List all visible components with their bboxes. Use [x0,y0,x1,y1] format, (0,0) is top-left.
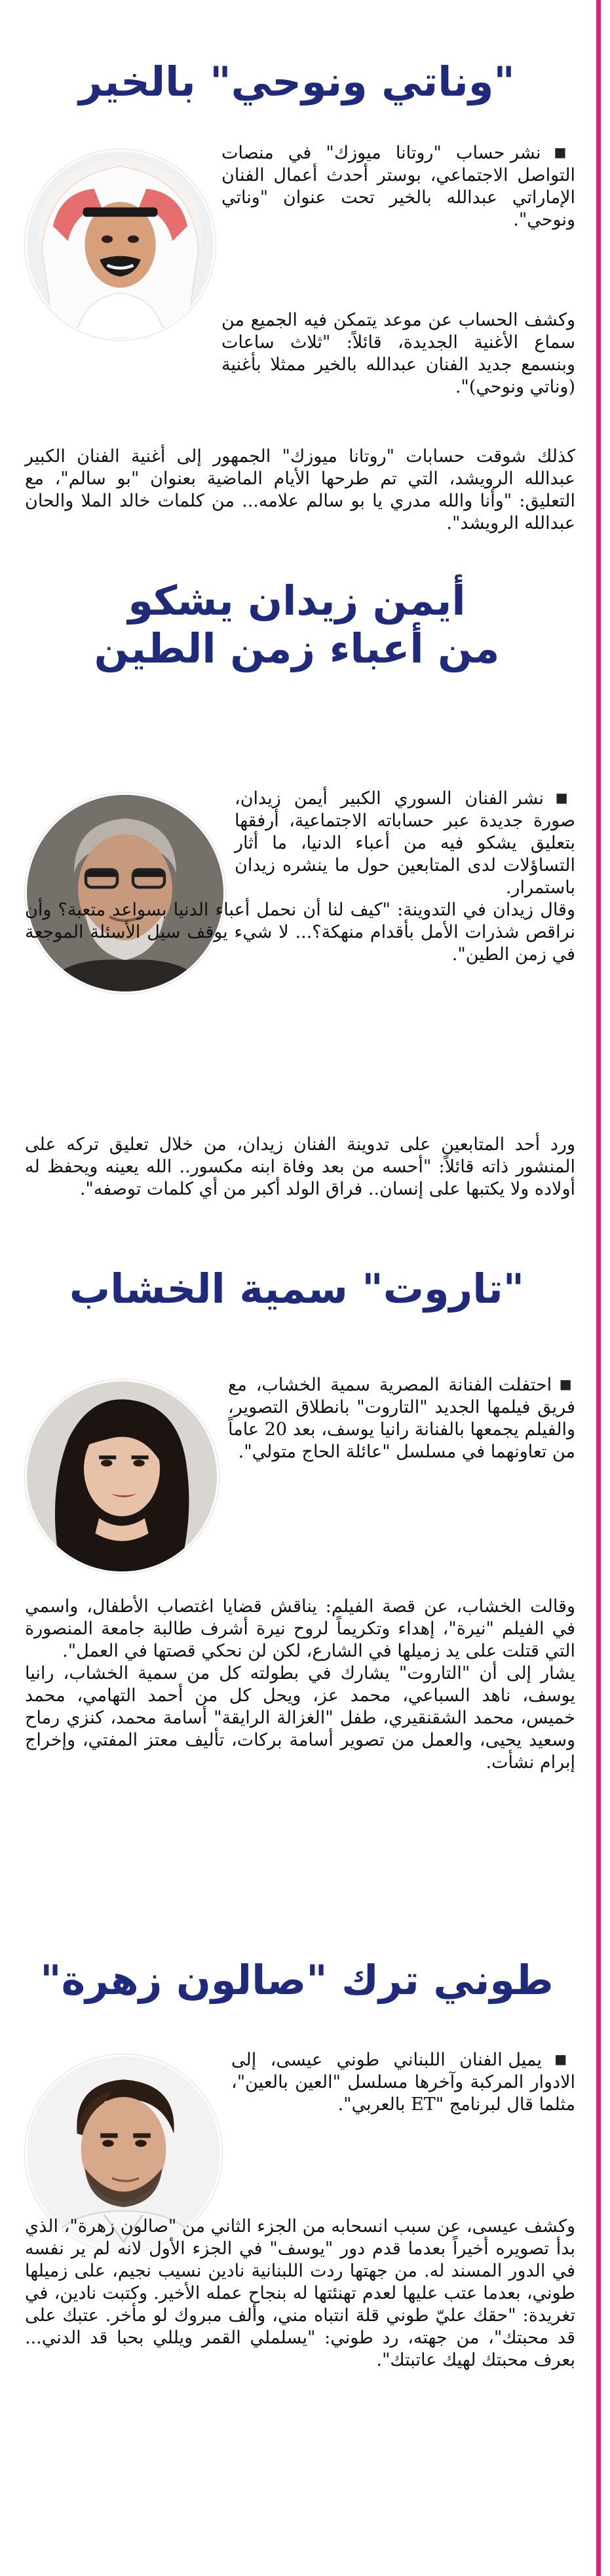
article-body-continued [221,309,575,398]
paragraph: وكشف الحساب عن موعد يتمكن فيه الجميع من سماع الأغنية الجديدة، قائلاً: "ثلاث ساعات وبنسمع جديد الفنان عبدالله بالخير ممثلا بأغنية (وناتي ونوحي)". [221,310,575,397]
paragraph: ■ نشر حساب "روتانا ميوزك" في منصات التواصل الاجتماعي، بوستر أحدث أعمال الفنان الإماراتي عبدالله بالخير تحت عنوان "وناتي ونوحي". [221,141,575,231]
paragraph: ■ احتفلت الفنانة المصرية سمية الخشاب، مع فريق فيلمها الجديد "التاروت" بانطلاق التصوير، والفيلم يجمعها بالفنانة رانيا يوسف، بعد 20 عاماً من تعاونهما في مسلسل "عائلة الحاج متولي". [228,1373,575,1463]
portrait-photo [25,149,216,340]
article-somaya-elkhashab [5,1265,588,1933]
actress-portrait-image [27,1381,217,1571]
paragraph: وقالت الخشاب، عن قصة الفيلم: يناقش قضايا اغتصاب الأطفال، واسمي في الفيلم "نيرة"، إهداء وتكريماً لروح نيرة أشرف طالبة جامعة المنصورة التي قتلت على يد زميلها في الشارع، لكن لن نحكي قصتها في العمل". [25,1596,575,1661]
headline-line: أيمن زيدان يشكو [128,577,466,625]
article-headline: "تاروت" سمية الخشاب [69,1265,525,1313]
article-body-full-width [25,446,575,535]
article-body-full-width [25,1134,575,1201]
article-body [221,141,575,231]
paragraph: وقال زيدان في التدوينة: "كيف لنا أن نحمل أعباء الدنيا بسواعد متعبة؟ وأن نراقص شذرات الأمل بأقدام منهكة؟... لا شيء يوقف سيل الأسئلة الموجعة في زمن الطين". [25,900,575,965]
paragraph: كذلك شوقت حسابات "روتانا ميوزك" الجمهور إلى أغنية الفنان الكبير عبدالله الرويشد، التي تم طرحها الأيام الماضية بعنوان "بو سالم"، مع التعليق: "وأنا والله مدري يا بو سالم علامه... من كلمات خالد الملا والحان عبدالله الرويشد". [25,446,575,533]
newspaper-page [5,0,588,2576]
paragraph: ■ يميل الفنان اللبناني طوني عيسى، إلى الادوار المركبة وآخرها مسلسل "العين بالعين"، مثلما قال لبرنامج "ET بالعربي". [231,2048,575,2116]
paragraph: ورد أحد المتابعين على تدوينة الفنان زيدان، من خلال تعليق تركه على المنشور ذاته قائلاً: "أحسه من بعد وفاة ابنه مكسور.. الله يعينه ويحفظ له أولاده ولا يكتبها على إنسان.. فراق الولد أكبر من أي كلمات توصفه". [25,1134,575,1199]
article-balkhair [5,0,588,596]
paragraph: وكشف عيسى، عن سبب انسحابه من الجزء الثاني من "صالون زهرة"، الذي بدأ تصويره أخيراً بعدما قدم دور "يوسف" في الجزء الأول لانه لم ير نفسه في الدور المسند له. من جهتها ردت اللبنانية نادين نسيب نجيم، على زميلها طوني، بعدما عتب عليها لعدم تهنئتها له بنجاح عمله الأخير. وكتبت نادين، في تغريدة: "حقك عليّ طوني قلة انتباه مني، وألف مبروك لو مأخر. عتبك على قد محبتك"، من جهته، رد طوني: "يسلملي القمر ويللي بحبا قد الدني... بعرف محبتك لهيك عاتبتك". [25,2216,575,2370]
article-body-full-width [25,2216,575,2372]
article-body-full-width [25,1596,575,1774]
paragraph: يشار إلى أن "التاروت" يشارك في بطولته كل من سمية الخشاب، رانيا يوسف، ناهد السباعي، محمد عز، ويحل كل من أحمد التهامي، محمد خميس، محمد الشقنقيري، طفل "الغزالة الرايقة" أسامة محمد، كنزي رماح وسعيد يحيى، والعمل من تصوير أسامة بركات، تأليف معتز المفتي، وإخراج إبرام نشأت. [25,1663,575,1773]
article-headline: "وناتي ونوحي" بالخير [79,58,515,106]
article-headline [5,577,588,672]
singer-portrait-image [27,151,214,338]
article-body [228,1373,575,1463]
article-body [231,2048,575,2116]
portrait-photo [25,1379,219,1573]
headline-line: من أعباء زمن الطين [94,625,500,673]
article-tony-issa [5,1956,588,2576]
article-body [25,786,575,966]
paragraph: ■ نشر الفنان السوري الكبير أيمن زيدان، صورة جديدة عبر حساباته الاجتماعية، أرفقها بتعليق يشكو فيه من أعباء الدنيا، ما أثار التساؤلات لدى المتابعين حول ما ينشره زيدان باستمرار. [235,786,575,899]
page-frame-border [596,0,601,2576]
article-headline: طوني ترك "صالون زهرة" [40,1956,554,2004]
